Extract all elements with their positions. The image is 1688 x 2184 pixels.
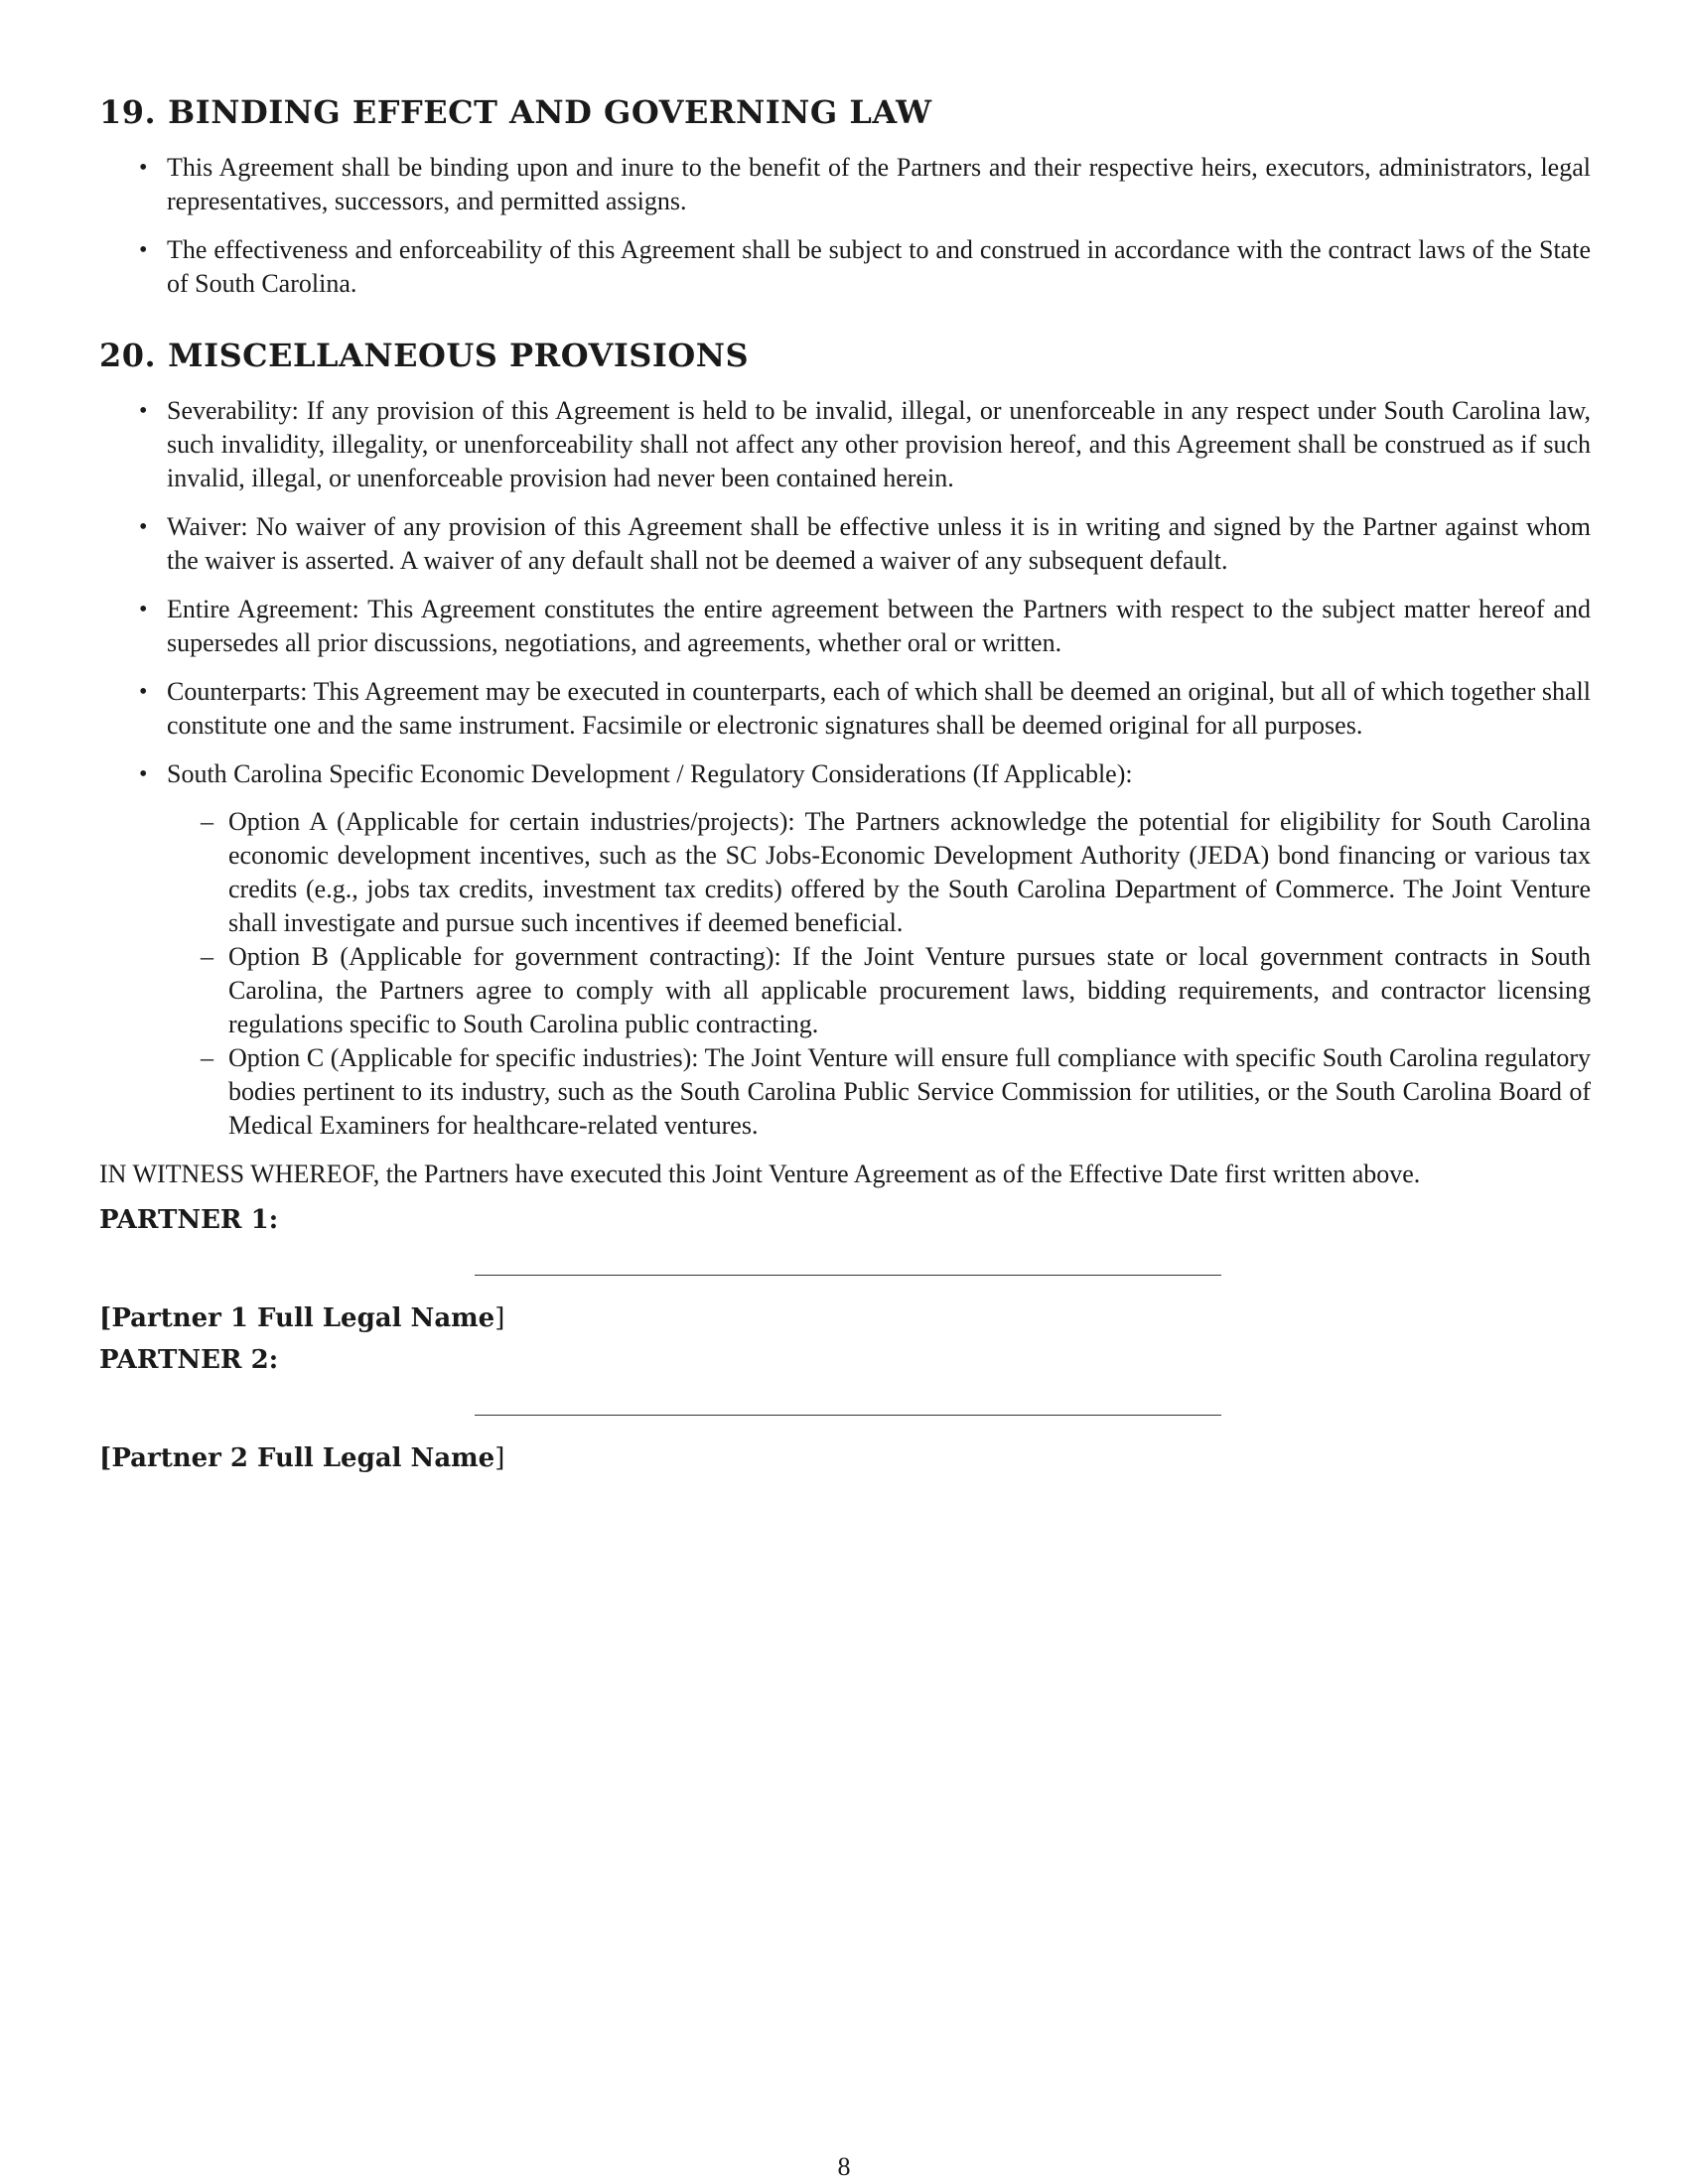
sc-considerations-text: South Carolina Specific Economic Development / Regulatory Considerations (If Applicable): (167, 759, 1133, 788)
section-19-number: 19. (99, 93, 157, 131)
partner-2-name-text: Partner 2 Full Legal Name (111, 1443, 495, 1473)
section-19-title: BINDING EFFECT AND GOVERNING LAW (168, 93, 932, 131)
section-20-list (99, 394, 1591, 1143)
signature-block-partner-1 (99, 1203, 1591, 1335)
section-20-title: MISCELLANEOUS PROVISIONS (168, 337, 750, 374)
option-item: – Option B (Applicable for government contracting): If the Joint Venture pursues state or local government contracts in South Carolina, the Partners agree to comply with all applicable procurement laws, bidding requirements, and contractor licensing regulations specific to South Carolina public contracting. (167, 940, 1591, 1041)
document-page (99, 91, 1591, 1483)
section-19-list (99, 151, 1591, 301)
page-number: 8 (837, 2152, 851, 2181)
list-item-sc-considerations (99, 757, 1591, 1143)
partner-2-name: [Partner 2 Full Legal Name] (99, 1443, 505, 1473)
list-item: • Severability: If any provision of this Agreement is held to be invalid, illegal, or unenforceable in any respect under South Carolina law, such invalidity, illegality, or unenforceability shall not affect any other provision hereof, and this Agreement shall be construed as if such invalid, illegal, or unenforceable provision had never been contained herein. (99, 394, 1591, 495)
section-19-heading (99, 91, 1591, 133)
list-item: • This Agreement shall be binding upon and inure to the benefit of the Partners and their respective heirs, executors, administrators, legal representatives, successors, and permitted assigns. (99, 151, 1591, 218)
list-item: • The effectiveness and enforceability of this Agreement shall be subject to and construed in accordance with the contract laws of the State of South Carolina. (99, 233, 1591, 301)
partner-2-label: PARTNER 2: (99, 1345, 279, 1375)
partner-1-label: PARTNER 1: (99, 1205, 279, 1235)
list-item: • Waiver: No waiver of any provision of this Agreement shall be effective unless it is in writing and signed by the Partner against whom the waiver is asserted. A waiver of any default shall not be deemed a waiver of any subsequent default. (99, 510, 1591, 578)
section-20-number: 20. (99, 337, 157, 374)
witness-clause: IN WITNESS WHEREOF, the Partners have executed this Joint Venture Agreement as of the Effective Date first written above. (99, 1160, 1421, 1188)
signature-block-partner-2 (99, 1343, 1591, 1475)
list-item: • Entire Agreement: This Agreement constitutes the entire agreement between the Partners with respect to the subject matter hereof and supersedes all prior discussions, negotiations, and agreements, whether oral or written. (99, 593, 1591, 660)
option-item: – Option C (Applicable for specific industries): The Joint Venture will ensure full compliance with specific South Carolina regulatory bodies pertinent to its industry, such as the South Carolina Public Service Commission for utilities, or the South Carolina Board of Medical Examiners for healthcare-related ventures. (167, 1041, 1591, 1143)
options-list (167, 805, 1591, 1143)
list-item: • Counterparts: This Agreement may be executed in counterparts, each of which shall be deemed an original, but all of which together shall constitute one and the same instrument. Facsimile or electronic signatures shall be deemed original for all purposes. (99, 675, 1591, 743)
section-20-heading (99, 335, 1591, 376)
option-item: – Option A (Applicable for certain industries/projects): The Partners acknowledge the potential for eligibility for South Carolina economic development incentives, such as the SC Jobs-Economic Development Authority (JEDA) bond financing or various tax credits (e.g., jobs tax credits, investment tax credits) offered by the South Carolina Department of Commerce. The Joint Venture shall investigate and pursue such incentives if deemed beneficial. (167, 805, 1591, 940)
partner-1-name: [Partner 1 Full Legal Name] (99, 1303, 505, 1333)
partner-1-name-text: Partner 1 Full Legal Name (111, 1303, 495, 1333)
